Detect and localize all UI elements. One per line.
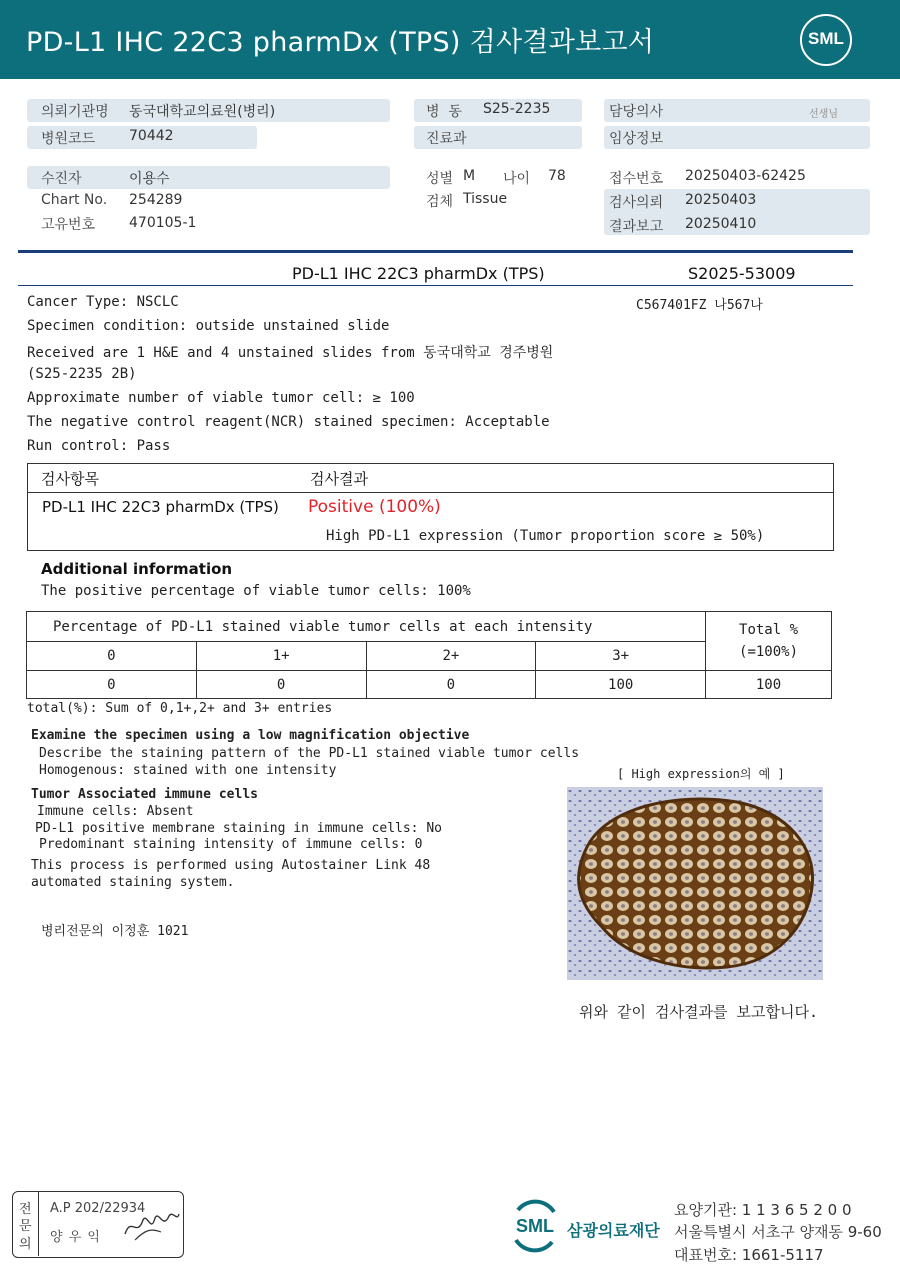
total-note: total(%): Sum of 0,1+,2+ and 3+ entries (27, 701, 333, 716)
specimen-value: Tissue (463, 191, 508, 207)
report-test-title: PD-L1 IHC 22C3 pharmDx (TPS) (292, 264, 545, 283)
clinical-label: 임상정보 (609, 131, 664, 147)
department-label: 진료과 (426, 131, 467, 147)
section-rule (18, 250, 853, 253)
request-value: 20250403 (685, 192, 757, 208)
sml-logo-text: SML (808, 29, 844, 48)
result-value: Positive (100%) (308, 497, 441, 517)
ihc-staining-image (567, 787, 823, 980)
side-code: C567401FZ 나567나 (636, 298, 763, 313)
intensity-header: 2+ (366, 642, 536, 671)
doctor-suffix: 선생님 (809, 109, 838, 120)
hospital-code-label: 병원코드 (41, 131, 96, 147)
intensity-value: 0 (196, 671, 366, 699)
report-line: The negative control reagent(NCR) stained specimen: Acceptable (27, 414, 550, 430)
total-header (706, 612, 832, 671)
report-number: S2025-53009 (688, 264, 796, 283)
ward-label: 병 동 (426, 104, 462, 120)
stamp-side-char: 의 (19, 1237, 32, 1252)
total-header-line1: Total % (739, 622, 799, 638)
closing-statement: 위와 같이 검사결과를 보고합니다. (579, 1003, 818, 1021)
stamp-side-char: 문 (19, 1219, 32, 1234)
intensity-value: 100 (536, 671, 706, 699)
result-item: PD-L1 IHC 22C3 pharmDx (TPS) (42, 498, 279, 516)
examine-title: Examine the specimen using a low magnification objective (31, 728, 470, 743)
examine-line: Homogenous: stained with one intensity (39, 763, 337, 778)
patient-label: 수진자 (41, 171, 82, 187)
stamp-side (13, 1192, 39, 1256)
institution-value: 동국대학교의료원(병리) (129, 104, 276, 120)
chart-label: Chart No. (41, 192, 108, 208)
sml-footer-logo-text: SML (516, 1216, 554, 1236)
footer-line: 서울특별시 서초구 양재동 9-60 (674, 1223, 882, 1241)
image-caption: [ High expression의 예 ] (617, 767, 785, 781)
stamp-side-char: 전 (19, 1202, 32, 1217)
result-date-value: 20250410 (685, 216, 757, 232)
patient-value: 이용수 (129, 171, 170, 187)
footer-brand: 삼광의료재단 (567, 1221, 660, 1240)
stamp-code: A.P 202/22934 (50, 1201, 146, 1216)
sex-label: 성별 (426, 171, 454, 187)
specimen-label: 검체 (426, 194, 454, 210)
chart-value: 254289 (129, 192, 183, 208)
result-date-label: 결과보고 (609, 219, 664, 235)
unique-value: 470105-1 (129, 215, 197, 231)
ihc-staining-svg (567, 787, 823, 980)
total-header-line2: (=100%) (739, 644, 799, 660)
ward-value: S25-2235 (483, 101, 551, 117)
report-line: Specimen condition: outside unstained slide (27, 318, 390, 334)
result-col-header-item: 검사항목 (41, 470, 99, 488)
process-line: This process is performed using Autostainer Link 48 (31, 858, 431, 873)
report-line: Approximate number of viable tumor cell: ≥ 100 (27, 390, 415, 406)
result-table-divider (28, 492, 833, 493)
report-line: (S25-2235 2B) (27, 366, 137, 382)
intensity-header: 1+ (196, 642, 366, 671)
intensity-value: 0 (27, 671, 197, 699)
receipt-value: 20250403-62425 (685, 168, 806, 184)
hospital-code-value: 70442 (129, 128, 174, 144)
intensity-header: 3+ (536, 642, 706, 671)
doctor-label: 담당의사 (609, 104, 664, 120)
sml-footer-logo (510, 1198, 560, 1253)
intensity-value: 0 (366, 671, 536, 699)
additional-title: Additional information (41, 560, 233, 578)
intensity-total: 100 (706, 671, 832, 699)
immune-line: PD-L1 positive membrane staining in immune cells: No (35, 821, 442, 836)
intensity-header: 0 (27, 642, 197, 671)
intensity-caption: Percentage of PD-L1 stained viable tumor cells at each intensity (27, 612, 706, 642)
section-rule-thin (18, 285, 853, 286)
request-label: 검사의뢰 (609, 195, 664, 211)
receipt-label: 접수번호 (609, 171, 664, 187)
institution-label: 의뢰기관명 (41, 104, 109, 120)
signature-image (121, 1204, 181, 1244)
additional-text: The positive percentage of viable tumor cells: 100% (41, 583, 471, 599)
immune-line: Immune cells: Absent (37, 804, 194, 819)
immune-line: Predominant staining intensity of immune cells: 0 (39, 837, 423, 852)
sml-logo (800, 14, 852, 66)
age-label: 나이 (503, 171, 531, 187)
report-line: Run control: Pass (27, 438, 171, 454)
unique-label: 고유번호 (41, 217, 96, 233)
report-title: PD-L1 IHC 22C3 pharmDx (TPS) 검사결과보고서 (26, 27, 655, 58)
footer-line: 대표번호: 1661-5117 (674, 1246, 824, 1264)
sex-value: M (463, 168, 476, 184)
age-value: 78 (548, 168, 566, 184)
report-line: Received are 1 H&E and 4 unstained slides from 동국대학교 경주병원 (27, 345, 554, 361)
signature-stamp (12, 1191, 184, 1258)
header-banner (0, 0, 900, 79)
stamp-name: 양 우 익 (50, 1230, 101, 1245)
process-line: automated staining system. (31, 875, 235, 890)
footer-line: 요양기관: 1 1 3 6 5 2 0 0 (674, 1201, 852, 1219)
pathologist: 병리전문의 이정훈 1021 (41, 924, 189, 939)
report-line: Cancer Type: NSCLC (27, 294, 179, 310)
immune-title: Tumor Associated immune cells (31, 787, 258, 802)
intensity-table (26, 611, 832, 699)
expression-level: High PD-L1 expression (Tumor proportion score ≥ 50%) (326, 528, 765, 544)
result-col-header-result: 검사결과 (310, 470, 368, 488)
examine-line: Describe the staining pattern of the PD-L1 stained viable tumor cells (39, 746, 580, 761)
